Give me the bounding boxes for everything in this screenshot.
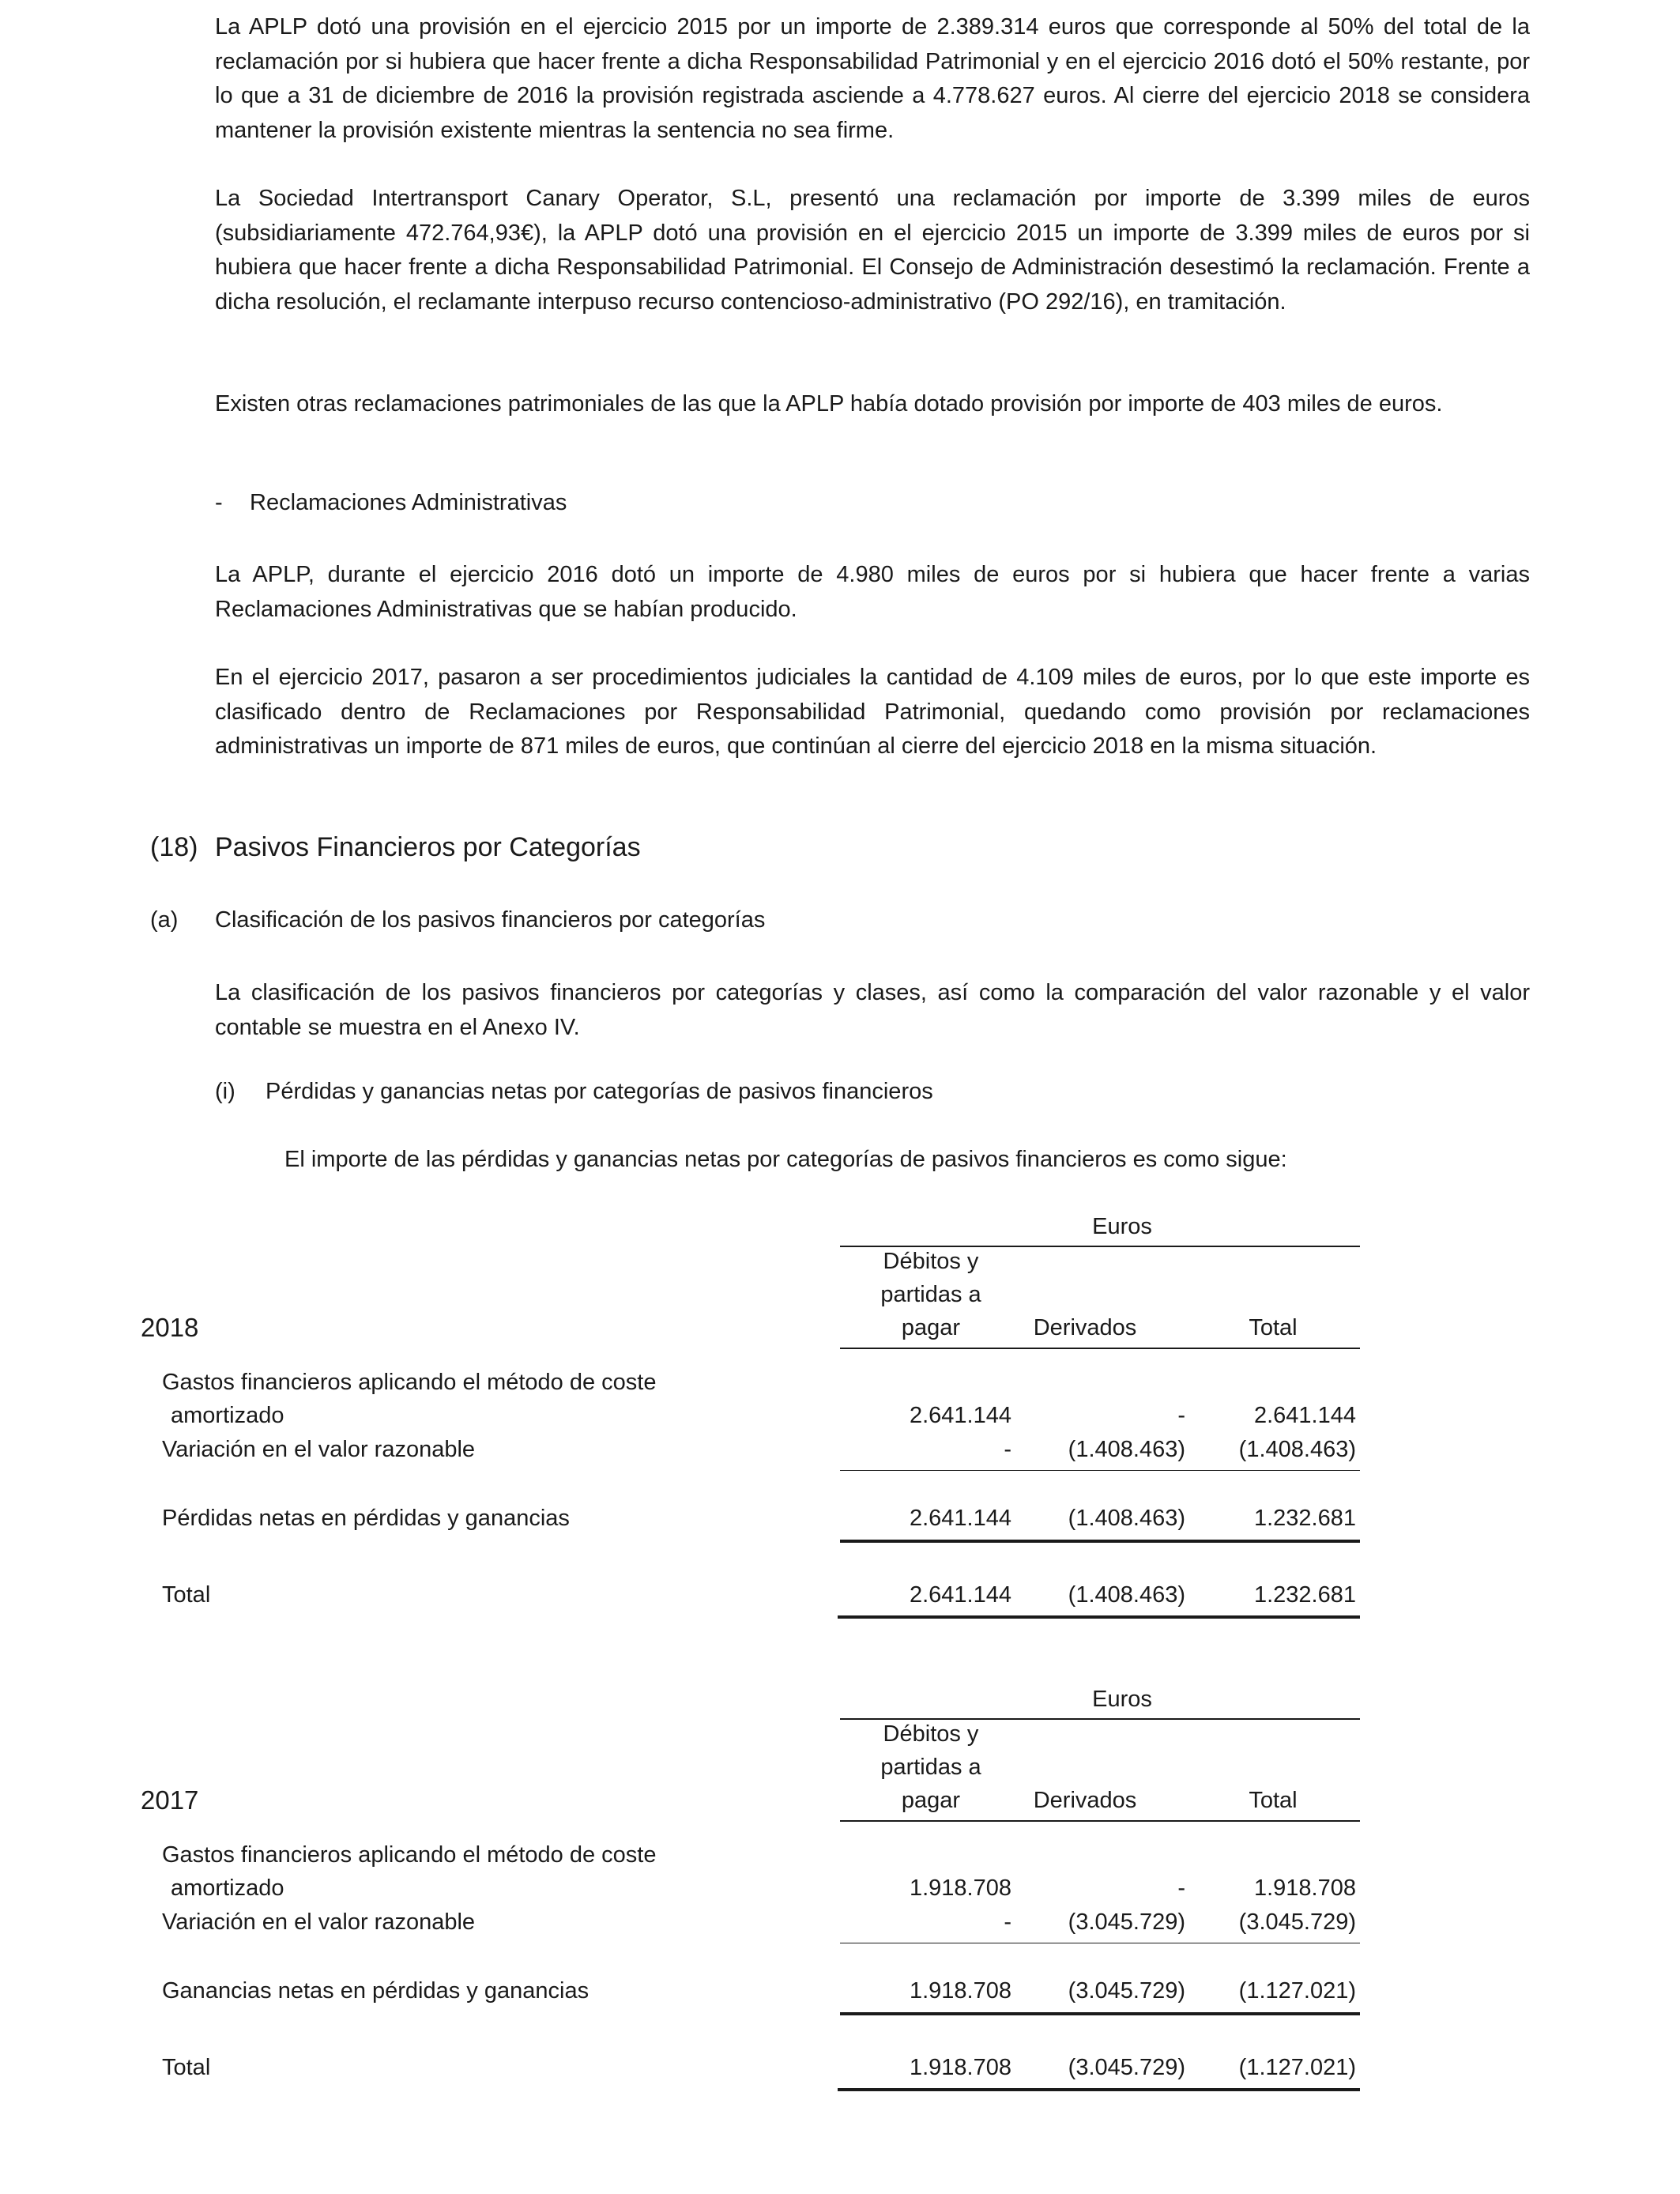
- paragraph-classification: La clasificación de los pasivos financieros por categorías y clases, así como la comparación del valor razonable y el valor contable se muestra en el Anexo IV.: [215, 980, 1530, 1040]
- row-label-variacion: Variación en el valor razonable: [162, 1909, 476, 1935]
- col-derivados: Derivados: [1033, 1788, 1137, 1813]
- cell-value: -: [1004, 1437, 1011, 1462]
- subtotal-rule: [840, 1470, 1360, 1471]
- paragraph-intertransport-claim: La Sociedad Intertransport Canary Operator, S.L, presentó una reclamación por importe de 3.399 miles de euros (subsidiariamente 472.764,93€), la APLP dotó una provisión en el ejercicio 2015 un importe de 3.399 miles de euros por si hubiera que hacer frente a dicha Responsabilidad Patrimonial. El Consejo de Administración desestimó la reclamación. Frente a dicha resolución, el reclamante interpuso recurso contencioso-administrativo (PO 292/16), en tramitación.: [215, 186, 1530, 315]
- cell-value: (3.045.729): [1068, 2055, 1185, 2080]
- col-debitos-line1: Débitos y: [883, 1721, 979, 1747]
- total-rule: [838, 1615, 1360, 1619]
- table-year: 2018: [141, 1313, 199, 1342]
- cell-value: 1.918.708: [909, 1978, 1011, 2004]
- bullet-administrative-claims: Reclamaciones Administrativas: [250, 490, 567, 515]
- cell-value: -: [1177, 1403, 1185, 1428]
- cell-value: (1.408.463): [1068, 1437, 1185, 1462]
- columns-rule: [840, 1820, 1360, 1822]
- row-label-variacion: Variación en el valor razonable: [162, 1437, 476, 1462]
- cell-value: (3.045.729): [1068, 1978, 1185, 2004]
- cell-value: 1.918.708: [909, 2055, 1011, 2080]
- columns-rule: [840, 1348, 1360, 1349]
- section-title: Pasivos Financieros por Categorías: [215, 832, 641, 862]
- cell-value: 1.232.681: [1253, 1582, 1356, 1608]
- subsection-title: Clasificación de los pasivos financieros por categorías: [215, 907, 766, 933]
- cell-value: -: [1177, 1875, 1185, 1901]
- row-label-gastos-line2: amortizado: [171, 1403, 284, 1428]
- total-rule: [838, 2088, 1360, 2091]
- cell-value: (1.127.021): [1238, 2055, 1356, 2080]
- cell-value: (3.045.729): [1068, 1909, 1185, 1935]
- paragraph-administrative-2016: La APLP, durante el ejercicio 2016 dotó un importe de 4.980 miles de euros por si hubiera que hacer frente a varias Reclamaciones Administrativas que se habían producido.: [215, 562, 1530, 622]
- currency-header: Euros: [1092, 1214, 1152, 1239]
- row-label-total: Total: [162, 1582, 211, 1608]
- subsection-number: (a): [150, 907, 179, 933]
- cell-value: (1.408.463): [1068, 1582, 1185, 1608]
- subsubsection-number: (i): [215, 1079, 235, 1104]
- col-derivados: Derivados: [1033, 1315, 1137, 1340]
- cell-value: 1.232.681: [1253, 1506, 1356, 1531]
- cell-value: (1.127.021): [1238, 1978, 1356, 2004]
- section-number: (18): [150, 832, 198, 862]
- cell-value: (3.045.729): [1238, 1909, 1356, 1935]
- col-debitos-line1: Débitos y: [883, 1249, 979, 1274]
- cell-value: 2.641.144: [1253, 1403, 1356, 1428]
- col-debitos-line3: pagar: [901, 1315, 961, 1340]
- header-rule: [840, 1718, 1360, 1720]
- net-rule: [840, 1540, 1360, 1543]
- currency-header: Euros: [1092, 1687, 1152, 1712]
- cell-value: 1.918.708: [1253, 1875, 1356, 1901]
- row-label-total: Total: [162, 2055, 211, 2080]
- col-debitos-line3: pagar: [901, 1788, 961, 1813]
- bullet-dash: -: [215, 490, 223, 515]
- cell-value: 1.918.708: [909, 1875, 1011, 1901]
- row-label-perdidas-netas: Pérdidas netas en pérdidas y ganancias: [162, 1506, 570, 1531]
- paragraph-provision-2015: La APLP dotó una provisión en el ejercicio 2015 por un importe de 2.389.314 euros que corresponde al 50% del total de la reclamación por si hubiera que hacer frente a dicha Responsabilidad Patrimonial y en el ejercicio 2016 dotó el 50% restante, por lo que a 31 de diciembre de 2016 la provisión registrada asciende a 4.778.627 euros. Al cierre del ejercicio 2018 se considera mantener la provisión existente mientras la sentencia no sea firme.: [215, 14, 1530, 143]
- cell-value: 2.641.144: [909, 1506, 1011, 1531]
- cell-value: (1.408.463): [1068, 1506, 1185, 1531]
- cell-value: -: [1004, 1909, 1011, 1935]
- header-rule: [840, 1246, 1360, 1247]
- paragraph-judicial-2017: En el ejercicio 2017, pasaron a ser procedimientos judiciales la cantidad de 4.109 miles de euros, por lo que este importe es clasificado dentro de Reclamaciones por Responsabilidad Patrimonial, quedando como provisión por reclamaciones administrativas un importe de 871 miles de euros, que continúan al cierre del ejercicio 2018 en la misma situación.: [215, 665, 1530, 759]
- table-year: 2017: [141, 1785, 199, 1815]
- cell-value: 2.641.144: [909, 1582, 1011, 1608]
- row-label-ganancias-netas: Ganancias netas en pérdidas y ganancias: [162, 1978, 590, 2004]
- subsubsection-title: Pérdidas y ganancias netas por categorías de pasivos financieros: [266, 1079, 933, 1104]
- net-rule: [840, 2012, 1360, 2015]
- paragraph-other-claims: Existen otras reclamaciones patrimoniales de las que la APLP había dotado provisión por importe de 403 miles de euros.: [215, 391, 1443, 417]
- row-label-gastos-line1: Gastos financieros aplicando el método de coste: [162, 1370, 657, 1395]
- cell-value: 2.641.144: [909, 1403, 1011, 1428]
- col-total: Total: [1249, 1788, 1298, 1813]
- cell-value: (1.408.463): [1238, 1437, 1356, 1462]
- row-label-gastos-line1: Gastos financieros aplicando el método de coste: [162, 1842, 657, 1868]
- col-debitos-line2: partidas a: [880, 1282, 981, 1307]
- col-total: Total: [1249, 1315, 1298, 1340]
- paragraph-table-intro: El importe de las pérdidas y ganancias netas por categorías de pasivos financieros es como sigue:: [284, 1147, 1287, 1172]
- col-debitos-line2: partidas a: [880, 1755, 981, 1780]
- row-label-gastos-line2: amortizado: [171, 1875, 284, 1901]
